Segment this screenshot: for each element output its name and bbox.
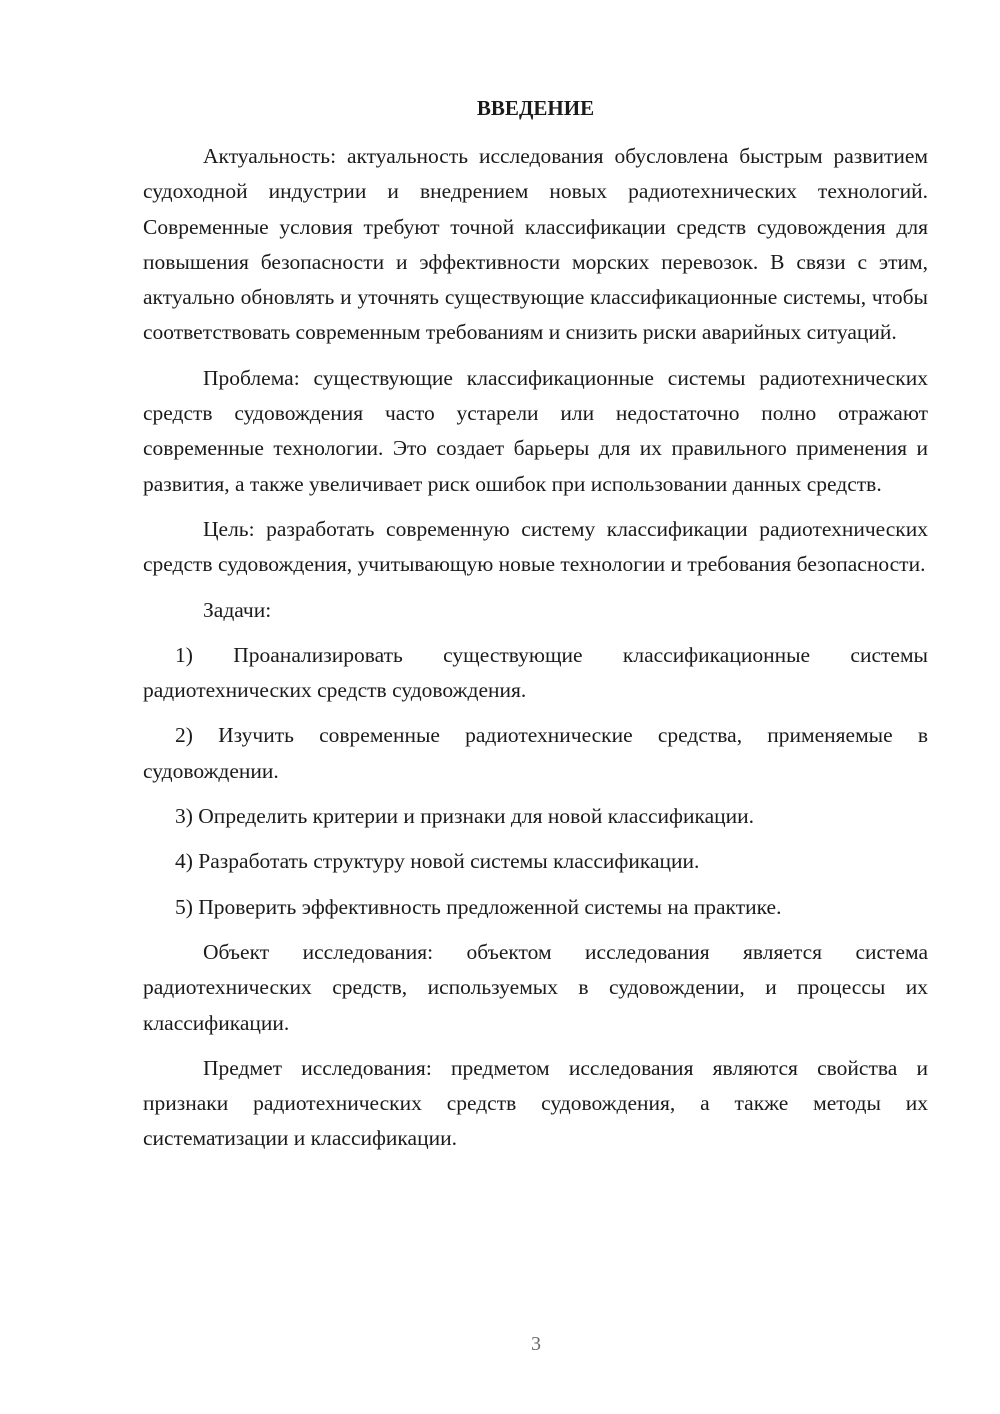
task-item: 4) Разработать структуру новой системы классификации. (175, 849, 700, 874)
subject-paragraph: Предмет исследования: предметом исследования являются свойства и признаки радиотехнических средств судовождения, а также методы их систематизации и классификации. (143, 1055, 928, 1151)
document-page (143, 93, 928, 1167)
goal-paragraph: Цель: разработать современную систему классификации радиотехнических средств судовождения, учитывающую новые технологии и требования безопасности. (143, 516, 928, 577)
tasks-label: Задачи: (203, 597, 272, 622)
page-number: 3 (531, 1333, 541, 1355)
problem-paragraph: Проблема: существующие классификационные системы радиотехнических средств судовождения часто устарели или недостаточно полно отражают современные технологии. Это создает барьеры для их правильного применения и развития, а также увеличивает риск ошибок при использовании данных средств. (143, 365, 928, 496)
section-title: ВВЕДЕНИЕ (476, 96, 595, 120)
task-item: 5) Проверить эффективность предложенной системы на практике. (175, 894, 782, 919)
task-item: 2) Изучить современные радиотехнические средства, применяемые в судовождении. (143, 723, 928, 783)
task-item: 1) Проанализировать существующие классификационные системы радиотехнических средств судовождения. (143, 642, 928, 703)
object-paragraph: Объект исследования: объектом исследования является система радиотехнических средств, используемых в судовождении, и процессы их классификации. (143, 939, 928, 1035)
relevance-paragraph: Актуальность: актуальность исследования обусловлена быстрым развитием судоходной индустрии и внедрением новых радиотехнических технологий. Современные условия требуют точной классификации средств судовождения для повышения безопасности и эффективности морских перевозок. В связи с этим, актуально обновлять и уточнять существующие классификационные системы, чтобы соответствовать современным требованиям и снизить риски аварийных ситуаций. (143, 144, 928, 345)
task-item: 3) Определить критерии и признаки для новой классификации. (175, 804, 755, 829)
